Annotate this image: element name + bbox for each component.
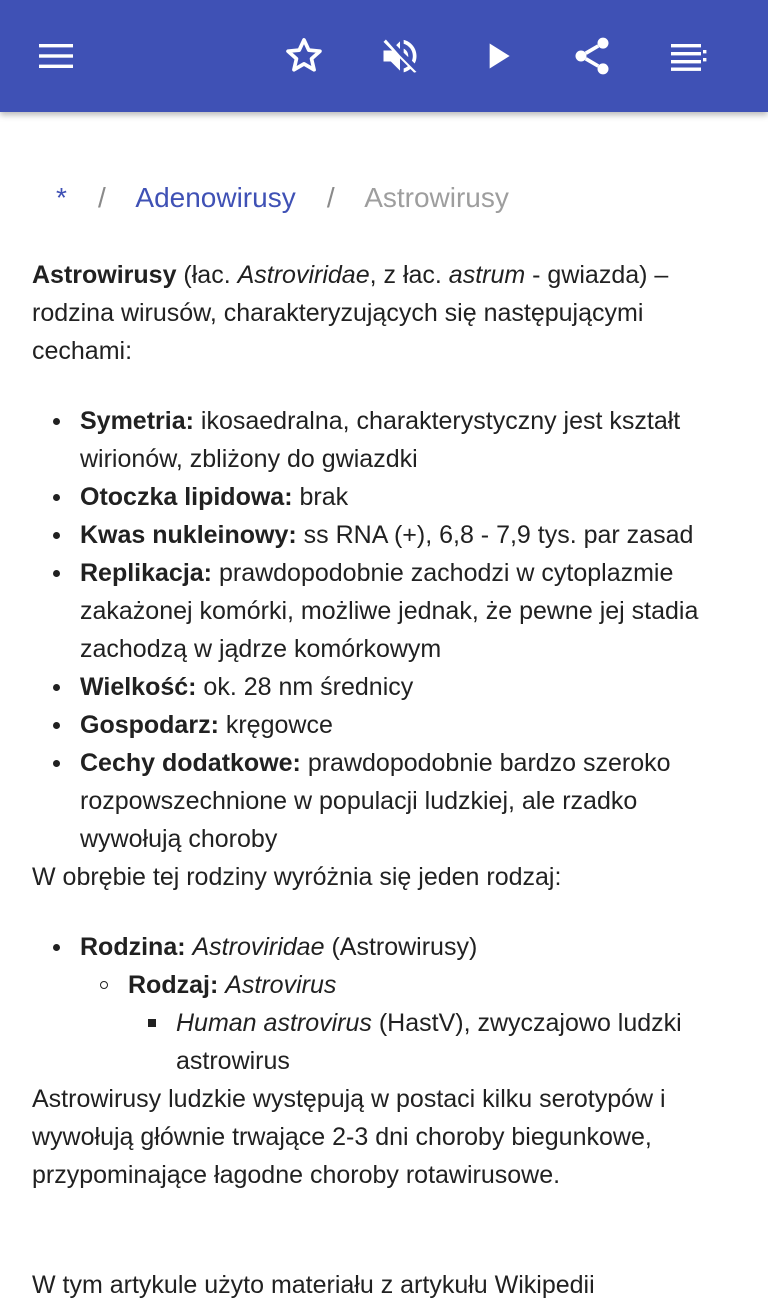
- list-item-family: Rodzina: Astroviridae (Astrowirusy): [32, 928, 736, 966]
- genus-list: [32, 966, 736, 1004]
- list-item: Symetria: ikosaedralna, charakterystyczny jest kształt wirionów, zbliżony do gwiazdki: [32, 402, 736, 478]
- share-icon[interactable]: [564, 28, 620, 84]
- play-icon[interactable]: [470, 28, 526, 84]
- list-item: Wielkość: ok. 28 nm średnicy: [32, 668, 736, 706]
- intro-paragraph: Astrowirusy (łac. Astroviridae, z łac. astrum - gwiazda) – rodzina wirusów, charakteryzujących się następującymi cechami:: [32, 261, 669, 365]
- list-item-species: Human astrovirus (HastV), zwyczajowo ludzki astrowirus: [32, 1004, 736, 1080]
- breadcrumb-separator: /: [326, 182, 335, 213]
- source-note: [32, 1266, 736, 1304]
- hamburger-menu-icon[interactable]: [28, 28, 84, 84]
- wikipedia-source-link[interactable]: W tym artykule użyto materiału z artykułu Wikipedii: [32, 1271, 595, 1299]
- volume-off-icon[interactable]: [372, 28, 428, 84]
- list-item: Replikacja: prawdopodobnie zachodzi w cytoplazmie zakażonej komórki, możliwe jednak, że pewne jej stadia zachodzą w jądrze komórkowym: [32, 554, 736, 668]
- closing-paragraph: Astrowirusy ludzkie występują w postaci kilku serotypów i wywołują głównie trwające 2-3 dni choroby biegunkowe, przypominające łagodne choroby rotawirusowe.: [32, 1085, 666, 1189]
- list-item: Kwas nukleinowy: ss RNA (+), 6,8 - 7,9 tys. par zasad: [32, 516, 736, 554]
- features-list: [32, 402, 736, 858]
- taxonomy-list: [32, 928, 736, 966]
- family-intro-paragraph: W obrębie tej rodziny wyróżnia się jeden rodzaj:: [32, 863, 562, 891]
- breadcrumb-parent-link[interactable]: Adenowirusy: [135, 182, 296, 213]
- list-item: Gospodarz: kręgowce: [32, 706, 736, 744]
- list-item-genus: Rodzaj: Astrovirus: [32, 966, 736, 1004]
- star-outline-icon[interactable]: [276, 28, 332, 84]
- list-item: Otoczka lipidowa: brak: [32, 478, 736, 516]
- list-item: Cechy dodatkowe: prawdopodobnie bardzo szeroko rozpowszechnione w populacji ludzkiej, ale rzadko wywołują choroby: [32, 744, 736, 858]
- app-bar: [0, 0, 768, 112]
- breadcrumb-root-link[interactable]: *: [56, 182, 67, 213]
- article-term: Astrowirusy: [32, 261, 177, 289]
- breadcrumb-separator: /: [98, 182, 106, 213]
- species-list: [32, 1004, 736, 1080]
- breadcrumb-current: Astrowirusy: [364, 182, 509, 213]
- article-body: [32, 112, 736, 1304]
- playlist-icon[interactable]: [660, 28, 716, 84]
